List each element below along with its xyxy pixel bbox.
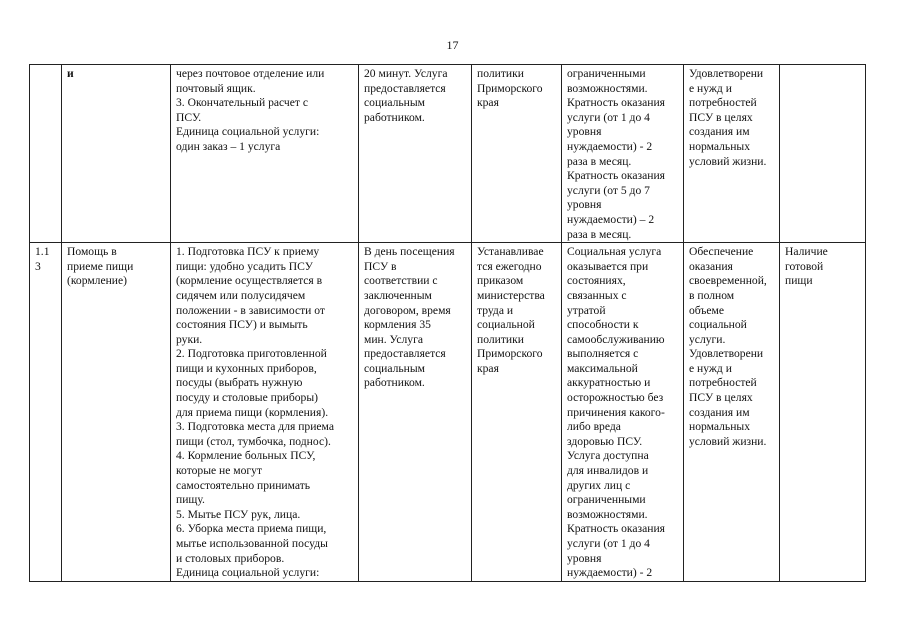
cell-text-line: для приема пищи (кормления). xyxy=(176,405,329,419)
cell-text-line: для инвалидов и xyxy=(567,464,649,478)
cell-conditions xyxy=(562,243,684,582)
cell-number xyxy=(30,243,62,582)
cell-conditions xyxy=(562,65,684,243)
cell-text-line: предоставляется xyxy=(364,81,446,95)
cell-text-line: объеме xyxy=(689,303,725,317)
cell-text-line: социальной xyxy=(477,318,535,332)
cell-text-line: услуги. xyxy=(689,332,726,346)
cell-text-line: либо вреда xyxy=(567,420,621,434)
cell-text-line: и столовых приборов. xyxy=(176,551,285,565)
cell-text-line: услуги (от 1 до 4 xyxy=(567,110,650,124)
cell-text-line: состояния ПСУ) и вымыть xyxy=(176,318,308,332)
cell-text-line: заключенным xyxy=(364,288,432,302)
cell-text-line: края xyxy=(477,96,499,110)
cell-text-line: в полном xyxy=(689,288,735,302)
cell-text-line: руки. xyxy=(176,332,203,346)
cell-text-line: самостоятельно принимать xyxy=(176,478,311,492)
cell-text-line: выполняется с xyxy=(567,347,639,361)
cell-text-line: нормальных xyxy=(689,420,750,434)
cell-text-line: Кратность оказания xyxy=(567,96,665,110)
cell-text-line: Обеспечение xyxy=(689,245,754,259)
cell-text-line: пищи и кухонных приборов, xyxy=(176,361,317,375)
cell-text-line: мытье использованной посуды xyxy=(176,537,328,550)
cell-service-content xyxy=(171,243,359,582)
cell-text-line: услуги (от 5 до 7 xyxy=(567,183,650,197)
cell-text-line: е нужд и xyxy=(689,361,732,375)
cell-text-line: 5. Мытье ПСУ рук, лица. xyxy=(176,507,301,521)
cell-text-line: сидячем или полусидячем xyxy=(176,288,306,302)
cell-text-line: оказывается при xyxy=(567,259,649,273)
cell-text-line: условий жизни. xyxy=(689,434,767,448)
cell-text-line: Приморского xyxy=(477,347,543,361)
cell-text-line: создания им xyxy=(689,125,750,139)
cell-text-line: Единица социальной услуги: xyxy=(176,125,320,139)
cell-text-line: раза в месяц. xyxy=(567,227,632,241)
cell-text-line: пищи: удобно усадить ПСУ xyxy=(176,259,313,273)
cell-text-line: (кормление осуществляется в xyxy=(176,274,323,288)
cell-text-line: нуждаемости) - 2 xyxy=(567,139,653,153)
cell-service-time xyxy=(359,65,472,243)
table-row xyxy=(30,243,866,582)
cell-text-line: ПСУ в xyxy=(364,259,397,273)
cell-text-line: 3 xyxy=(35,259,41,273)
cell-text-line: нуждаемости) – 2 xyxy=(567,212,655,226)
cell-text-line: ПСУ в целях xyxy=(689,110,753,124)
cell-evaluation xyxy=(780,243,866,582)
cell-text-line: положении - в зависимости от xyxy=(176,303,325,317)
cell-text-line: других лиц с xyxy=(567,478,631,492)
cell-service-name xyxy=(62,243,171,582)
cell-text-line: максимальной xyxy=(567,361,638,375)
cell-text-line: Наличие xyxy=(785,245,828,259)
cell-text-line: ПСУ в целях xyxy=(689,391,753,405)
cell-service-name xyxy=(62,65,171,243)
cell-text-line: приеме пищи xyxy=(67,259,134,273)
cell-quality-indicators xyxy=(684,243,780,582)
cell-text-line: мин. Услуга xyxy=(364,332,423,346)
cell-text-line: причинения какого- xyxy=(567,405,665,419)
cell-text-line: способности к xyxy=(567,318,639,332)
cell-quality-indicators xyxy=(684,65,780,243)
cell-text-line: почтовый ящик. xyxy=(176,81,256,95)
cell-text-line: 1. Подготовка ПСУ к приему xyxy=(176,245,320,259)
cell-text-line: состояниях, xyxy=(567,274,626,288)
cell-tariff xyxy=(472,243,562,582)
cell-text-line: Услуга доступна xyxy=(567,449,649,463)
cell-text-line: социальной xyxy=(689,318,747,332)
cell-text-line: своевременной, xyxy=(689,274,767,288)
cell-text-line: 1.1 xyxy=(35,245,50,259)
cell-text-line: 4. Кормление больных ПСУ, xyxy=(176,449,316,463)
cell-text-line: 3. Окончательный расчет с xyxy=(176,96,309,110)
cell-text-line: Удовлетворени xyxy=(689,347,764,361)
cell-text-line: возможностями. xyxy=(567,507,648,521)
page-number: 17 xyxy=(446,38,459,52)
cell-text-line: пищу. xyxy=(176,493,205,507)
cell-text-line: посуды (выбрать нужную xyxy=(176,376,303,390)
cell-text-line: условий жизни. xyxy=(689,154,767,168)
cell-text-line: нормальных xyxy=(689,139,750,153)
cell-text-line: 2. Подготовка приготовленной xyxy=(176,347,327,361)
cell-text-line: Приморского xyxy=(477,81,543,95)
cell-text-line: политики xyxy=(477,332,524,346)
cell-text-line: работником. xyxy=(364,110,425,124)
cell-text-line: тся ежегодно xyxy=(477,259,542,273)
cell-text-line: е нужд и xyxy=(689,81,732,95)
cell-service-content xyxy=(171,65,359,243)
cell-text-line: (кормление) xyxy=(67,274,128,288)
cell-text-line: Помощь в xyxy=(67,245,117,259)
cell-text-line: через почтовое отделение или xyxy=(176,67,325,80)
cell-text-line: приказом xyxy=(477,274,524,288)
cell-text-line: потребностей xyxy=(689,376,757,390)
cell-text-line: края xyxy=(477,361,499,375)
cell-text-line: утратой xyxy=(567,303,606,317)
cell-text-line: 20 минут. Услуга xyxy=(364,67,448,80)
cell-text-line: и xyxy=(67,67,74,80)
cell-text-line: политики xyxy=(477,67,524,80)
cell-text-line: ПСУ. xyxy=(176,110,202,124)
cell-text-line: 3. Подготовка места для приема xyxy=(176,420,334,434)
cell-text-line: пищи xyxy=(785,274,813,288)
cell-text-line: Кратность оказания xyxy=(567,522,665,536)
cell-text-line: аккуратностью и xyxy=(567,376,651,390)
cell-text-line: Социальная услуга xyxy=(567,245,662,259)
cell-text-line: предоставляется xyxy=(364,347,446,361)
cell-text-line: 6. Уборка места приема пищи, xyxy=(176,522,327,536)
cell-text-line: посуду и столовые приборы) xyxy=(176,391,318,405)
cell-text-line: уровня xyxy=(567,125,602,139)
cell-text-line: работником. xyxy=(364,376,425,390)
cell-text-line: Удовлетворени xyxy=(689,67,764,80)
cell-text-line: готовой xyxy=(785,259,824,273)
cell-text-line: ограниченными xyxy=(567,493,646,507)
cell-text-line: договором, время xyxy=(364,303,451,317)
table-row xyxy=(30,65,866,243)
cell-text-line: возможностями. xyxy=(567,81,648,95)
cell-text-line: социальным xyxy=(364,96,426,110)
cell-text-line: пищи (стол, тумбочка, поднос). xyxy=(176,434,331,448)
cell-text-line: В день посещения xyxy=(364,245,455,259)
cell-evaluation xyxy=(780,65,866,243)
cell-text-line: социальным xyxy=(364,361,426,375)
cell-text-line: один заказ – 1 услуга xyxy=(176,139,281,153)
cell-text-line: уровня xyxy=(567,551,602,565)
cell-tariff xyxy=(472,65,562,243)
cell-number xyxy=(30,65,62,243)
cell-text-line: услуги (от 1 до 4 xyxy=(567,537,650,550)
cell-text-line: соответствии с xyxy=(364,274,438,288)
cell-text-line: оказания xyxy=(689,259,733,273)
cell-service-time xyxy=(359,243,472,582)
cell-text-line: создания им xyxy=(689,405,750,419)
cell-text-line: раза в месяц. xyxy=(567,154,632,168)
cell-text-line: осторожностью без xyxy=(567,391,664,405)
cell-text-line: ограниченными xyxy=(567,67,646,80)
cell-text-line: потребностей xyxy=(689,96,757,110)
cell-text-line: министерства xyxy=(477,288,545,302)
cell-text-line: Единица социальной услуги: xyxy=(176,566,320,580)
cell-text-line: которые не могут xyxy=(176,464,263,478)
cell-text-line: связанных с xyxy=(567,288,627,302)
services-table xyxy=(29,64,866,582)
cell-text-line: уровня xyxy=(567,198,602,212)
cell-text-line: Устанавливае xyxy=(477,245,544,259)
cell-text-line: здоровью ПСУ. xyxy=(567,434,643,448)
cell-text-line: Кратность оказания xyxy=(567,169,665,183)
cell-text-line: труда и xyxy=(477,303,514,317)
cell-text-line: самообслуживанию xyxy=(567,332,665,346)
cell-text-line: кормления 35 xyxy=(364,318,431,332)
cell-text-line: нуждаемости) - 2 xyxy=(567,566,653,580)
